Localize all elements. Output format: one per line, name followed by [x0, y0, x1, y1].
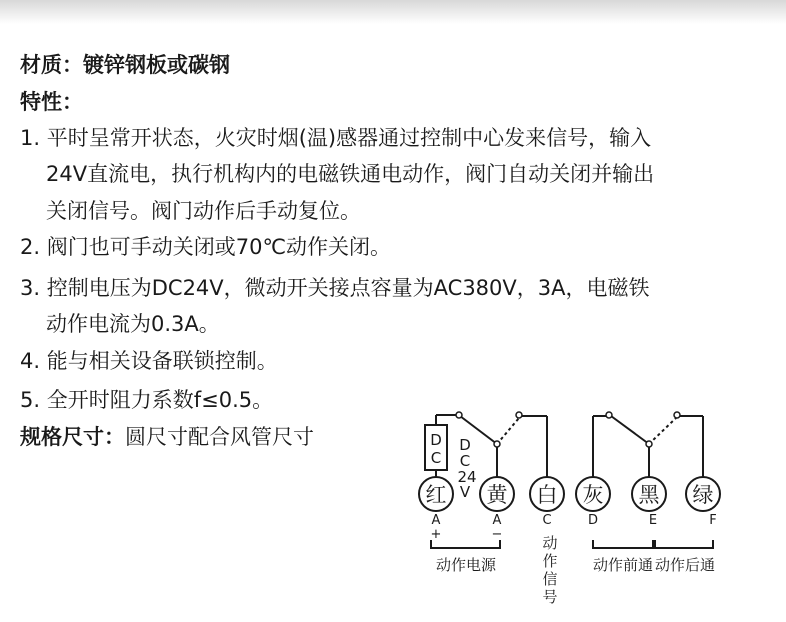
- feature-1-line-3: 关闭信号。阀门动作后手动复位。: [46, 199, 361, 223]
- feature-4: 4. 能与相关设备联锁控制。: [20, 349, 278, 373]
- bracket-front: [593, 540, 653, 548]
- voltage-label-c: C: [459, 452, 471, 470]
- bracket-back: [655, 540, 713, 548]
- terminal-letter-gray: D: [587, 513, 599, 528]
- terminal-white-label: 白: [536, 483, 558, 507]
- group-label-signal-1: 动: [542, 534, 558, 552]
- feature-2: 2. 阀门也可手动关闭或70℃动作关闭。: [20, 235, 392, 259]
- dc-box-letter-c: C: [430, 449, 442, 467]
- terminal-black-label: 黑: [638, 483, 660, 507]
- group-label-signal-4: 号: [542, 588, 558, 606]
- voltage-label-d: D: [459, 436, 471, 454]
- feature-1-line-1: 1. 平时呈常开状态，火灾时烟(温)感器通过控制中心发来信号，输入: [20, 126, 652, 150]
- feature-1-line-2: 24V直流电，执行机构内的电磁铁通电动作，阀门自动关闭并输出: [46, 162, 655, 186]
- terminal-letter-white: C: [542, 513, 552, 528]
- voltage-label-v: V: [459, 483, 471, 501]
- terminal-red-label: 红: [425, 483, 447, 507]
- group-label-signal-3: 信: [542, 570, 558, 588]
- group-label-back: 动作后通: [654, 556, 716, 574]
- terminal-gray-label: 灰: [582, 483, 604, 507]
- group-label-signal-2: 作: [542, 552, 558, 570]
- material-label: 材质：: [20, 53, 83, 77]
- group-label-power: 动作电源: [435, 556, 497, 574]
- terminal-yellow-label: 黄: [486, 483, 508, 507]
- voltage-label-24: 24: [457, 468, 477, 486]
- terminal-letter-green: F: [709, 513, 717, 528]
- terminal-green-label: 绿: [692, 483, 714, 507]
- feature-3-line-1: 3. 控制电压为DC24V，微动开关接点容量为AC380V，3A，电磁铁: [20, 276, 650, 300]
- terminal-letter-black: E: [648, 513, 658, 528]
- feature-5: 5. 全开时阻力系数f≤0.5。: [20, 388, 274, 412]
- terminal-sign-minus: −: [491, 527, 503, 542]
- spec-label: 规格尺寸：: [20, 425, 125, 449]
- dc-box-letter-d: D: [430, 431, 442, 449]
- group-label-front: 动作前通: [592, 556, 654, 574]
- feature-3-line-2: 动作电流为0.3A。: [46, 312, 220, 336]
- spec-value: 圆尺寸配合风管尺寸: [125, 425, 314, 449]
- material-value: 镀锌钢板或碳钢: [83, 53, 230, 77]
- terminal-sign-plus: +: [430, 527, 442, 542]
- terminal-letter-red: A: [431, 513, 441, 528]
- features-heading: 特性：: [20, 90, 83, 114]
- terminal-letter-yellow: A: [492, 513, 502, 528]
